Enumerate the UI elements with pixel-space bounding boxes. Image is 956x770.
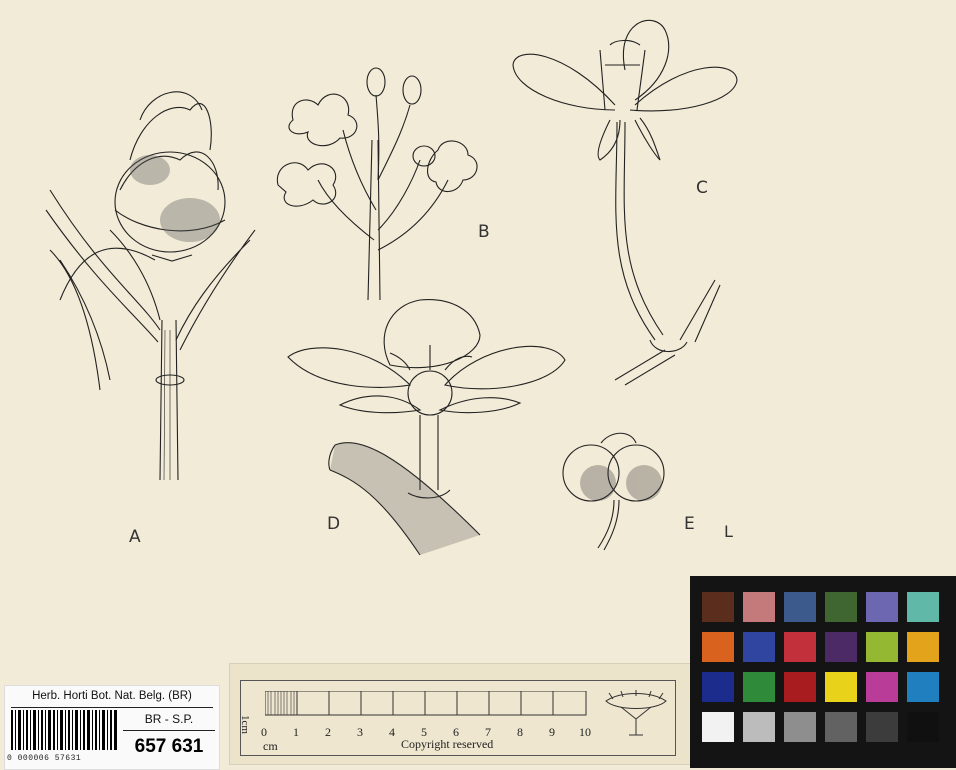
- tick-8: 8: [517, 725, 523, 739]
- tick-9: 9: [549, 725, 555, 739]
- color-patch: [784, 712, 816, 742]
- color-patch: [825, 712, 857, 742]
- tick-4: 4: [389, 725, 395, 739]
- drawing-e-fruit: [556, 428, 671, 553]
- color-patch: [825, 632, 857, 662]
- tick-2: 2: [325, 725, 331, 739]
- barcode: [11, 710, 119, 758]
- color-patch: [784, 592, 816, 622]
- color-patch: [907, 592, 939, 622]
- color-patch: [784, 632, 816, 662]
- institution-name: Herb. Horti Bot. Nat. Belg. (BR): [32, 690, 192, 702]
- figure-label-c: C: [696, 178, 708, 198]
- unit-label: cm: [263, 739, 278, 753]
- color-patch: [784, 672, 816, 702]
- figure-label-a: A: [129, 527, 141, 547]
- herbarium-code: BR - S.P.: [144, 712, 194, 726]
- color-patch: [702, 712, 734, 742]
- tick-7: 7: [485, 725, 491, 739]
- color-patch: [825, 592, 857, 622]
- color-patch: [866, 712, 898, 742]
- color-patch: [702, 672, 734, 702]
- color-patch: [702, 592, 734, 622]
- copyright-notice: Copyright reserved: [401, 737, 494, 751]
- unit-vertical-label: 1cm: [239, 715, 251, 734]
- color-patch: [866, 632, 898, 662]
- color-patch: [907, 712, 939, 742]
- color-patch: [743, 592, 775, 622]
- tick-10: 10: [579, 725, 591, 739]
- illustrator-signature: L: [724, 522, 733, 541]
- scale-bar-panel: [229, 663, 691, 765]
- herbarium-label: [4, 685, 220, 770]
- color-patch: [743, 632, 775, 662]
- tick-5: 5: [421, 725, 427, 739]
- color-calibration-chart: [690, 576, 956, 768]
- tick-6: 6: [453, 725, 459, 739]
- scale-bar-frame: [240, 680, 676, 756]
- drawing-a-flower-bud: [40, 80, 260, 490]
- figure-label-b: B: [478, 222, 490, 242]
- color-patch: [743, 712, 775, 742]
- color-patch: [702, 632, 734, 662]
- figure-label-d: D: [327, 514, 341, 534]
- flower-logo-icon: [601, 689, 671, 739]
- color-patch: [907, 672, 939, 702]
- tick-3: 3: [357, 725, 363, 739]
- ruler: [265, 691, 595, 717]
- color-patch: [866, 672, 898, 702]
- color-patch: [743, 672, 775, 702]
- color-patch: [907, 632, 939, 662]
- color-patch: [825, 672, 857, 702]
- drawing-b-inflorescence: [268, 60, 508, 310]
- label-divider: [11, 707, 213, 708]
- specimen-number: 657 631: [134, 736, 204, 757]
- barcode-number: 0 000006 57631: [7, 754, 82, 763]
- tick-1: 1: [293, 725, 299, 739]
- drawing-d-flower-fruit: [280, 295, 570, 560]
- label-divider-2: [123, 730, 215, 731]
- figure-label-e: E: [684, 514, 695, 534]
- tick-0: 0: [261, 725, 267, 739]
- color-patch: [866, 592, 898, 622]
